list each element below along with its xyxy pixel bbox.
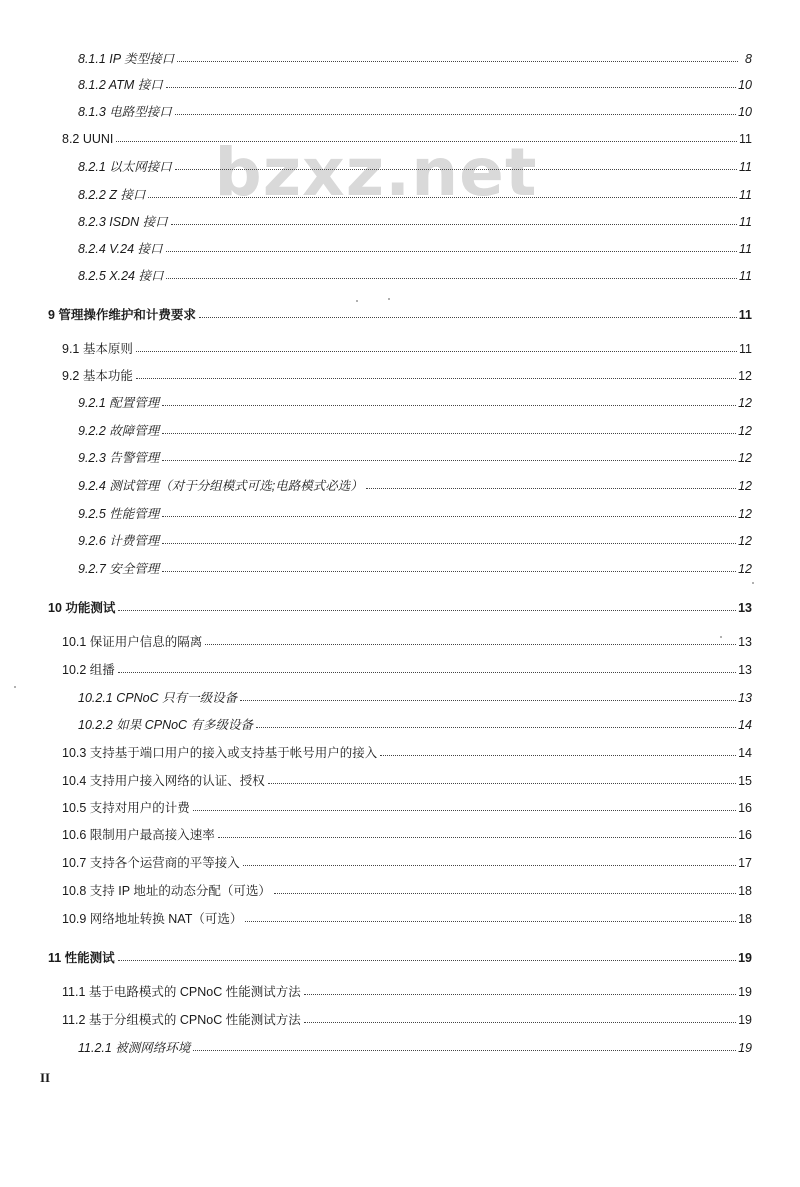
dot-leader bbox=[136, 378, 736, 379]
toc-entry[interactable] bbox=[62, 737, 752, 759]
toc-entry-title: 8.2 UUNI bbox=[62, 131, 114, 146]
toc-entry-title: 9.2.5 性能管理 bbox=[78, 506, 160, 521]
watermark-text: bzxz.net bbox=[214, 134, 538, 211]
toc-entry[interactable] bbox=[62, 333, 752, 355]
toc-entry-page: 13 bbox=[738, 634, 752, 649]
dot-leader bbox=[175, 169, 737, 170]
toc-entry[interactable] bbox=[78, 96, 752, 118]
dot-leader bbox=[240, 700, 736, 701]
toc-entry-page: 12 bbox=[738, 450, 752, 465]
toc-entry-page: 17 bbox=[738, 855, 752, 870]
toc-entry[interactable] bbox=[78, 151, 752, 173]
dot-leader bbox=[162, 571, 736, 572]
toc-entry-page: 8 bbox=[745, 51, 752, 66]
toc-entry-page: 11 bbox=[739, 159, 752, 174]
toc-entry-page: 12 bbox=[738, 395, 752, 410]
toc-entry-page: 11 bbox=[739, 341, 752, 356]
toc-entry-page: 13 bbox=[738, 600, 752, 615]
dot-leader bbox=[118, 960, 736, 961]
dot-leader bbox=[162, 405, 736, 406]
dot-leader bbox=[366, 488, 736, 489]
toc-entry-page: 12 bbox=[738, 423, 752, 438]
toc-entry[interactable] bbox=[62, 360, 752, 382]
toc-entry-page: 11 bbox=[739, 241, 752, 256]
toc-entry[interactable] bbox=[78, 709, 752, 731]
dot-leader bbox=[304, 1022, 736, 1023]
toc-entry-title: 10.1 保证用户信息的隔离 bbox=[62, 634, 203, 649]
toc-entry-page: 11 bbox=[739, 268, 752, 283]
toc-entry-page: 14 bbox=[738, 745, 752, 760]
toc-entry-title: 8.2.4 V.24 接口 bbox=[78, 241, 163, 256]
toc-entry-page: 12 bbox=[738, 478, 752, 493]
toc-entry[interactable] bbox=[78, 206, 752, 228]
toc-entry-page: 18 bbox=[738, 883, 752, 898]
toc-entry-title: 10 功能测试 bbox=[48, 600, 116, 615]
dot-leader bbox=[256, 727, 736, 728]
dot-leader bbox=[304, 994, 736, 995]
toc-entry[interactable] bbox=[62, 875, 752, 897]
toc-entry[interactable] bbox=[78, 682, 752, 704]
dot-leader bbox=[118, 610, 736, 611]
dot-leader bbox=[162, 433, 736, 434]
toc-entry-page: 11 bbox=[739, 131, 752, 146]
dot-leader bbox=[199, 317, 737, 318]
page-number-footer: II bbox=[40, 1070, 51, 1085]
toc-entry-title: 9.2.7 安全管理 bbox=[78, 561, 160, 576]
dot-leader bbox=[148, 197, 737, 198]
toc-entry-page: 12 bbox=[738, 368, 752, 383]
toc-entry-title: 8.2.3 ISDN 接口 bbox=[78, 214, 168, 229]
toc-entry[interactable] bbox=[78, 1032, 752, 1054]
dot-leader bbox=[218, 837, 736, 838]
toc-entry[interactable] bbox=[78, 442, 752, 464]
toc-entry-title: 9.1 基本原则 bbox=[62, 341, 133, 356]
toc-entry[interactable] bbox=[62, 626, 752, 648]
toc-entry-title: 8.2.2 Z 接口 bbox=[78, 187, 146, 202]
toc-entry[interactable] bbox=[62, 847, 752, 869]
toc-entry-page: 13 bbox=[738, 662, 752, 677]
toc-entry-title: 9.2 基本功能 bbox=[62, 368, 133, 383]
toc-entry-page: 19 bbox=[738, 984, 752, 999]
toc-entry-page: 11 bbox=[739, 214, 752, 229]
toc-entry[interactable] bbox=[62, 654, 752, 676]
toc-entry-title: 10.7 支持各个运营商的平等接入 bbox=[62, 855, 240, 870]
dot-leader bbox=[166, 278, 737, 279]
toc-entry[interactable] bbox=[78, 43, 752, 65]
dot-leader bbox=[166, 87, 736, 88]
dot-leader bbox=[268, 783, 736, 784]
toc-entry-title: 9 管理操作维护和计费要求 bbox=[48, 307, 196, 322]
toc-entry[interactable] bbox=[62, 1004, 752, 1026]
toc-entry-page: 18 bbox=[738, 911, 752, 926]
toc-entry-page: 10 bbox=[738, 104, 752, 119]
toc-entry-title: 11 性能测试 bbox=[48, 950, 115, 965]
toc-entry-title: 11.2.1 被测网络环境 bbox=[78, 1040, 191, 1055]
toc-entry-title: 10.4 支持用户接入网络的认证、授权 bbox=[62, 773, 265, 788]
toc-entry-title: 10.2.2 如果 CPNoC 有多级设备 bbox=[78, 717, 254, 732]
toc-entry-page: 10 bbox=[738, 77, 752, 92]
toc-entry[interactable] bbox=[48, 299, 752, 321]
toc-entry-page: 11 bbox=[739, 187, 752, 202]
dot-leader bbox=[166, 251, 737, 252]
dot-leader bbox=[136, 351, 737, 352]
toc-entry[interactable] bbox=[62, 792, 752, 814]
toc-entry[interactable] bbox=[48, 592, 752, 614]
toc-entry-title: 8.2.1 以太网接口 bbox=[78, 159, 172, 174]
toc-entry-page: 16 bbox=[738, 827, 752, 842]
toc-entry-page: 12 bbox=[738, 533, 752, 548]
toc-entry-page: 12 bbox=[738, 506, 752, 521]
toc-entry-title: 10.2.1 CPNoC 只有一级设备 bbox=[78, 690, 238, 705]
toc-entry-page: 13 bbox=[738, 690, 752, 705]
toc-entry-title: 8.1.2 ATM 接口 bbox=[78, 77, 163, 92]
toc-entry[interactable] bbox=[78, 260, 752, 282]
toc-entry[interactable] bbox=[78, 553, 752, 575]
toc-entry-title: 10.6 限制用户最高接入速率 bbox=[62, 827, 215, 842]
toc-entry[interactable] bbox=[78, 69, 752, 91]
toc-entry-page: 12 bbox=[738, 561, 752, 576]
dot-leader bbox=[118, 672, 736, 673]
toc-entry-title: 8.1.1 IP 类型接口 bbox=[78, 51, 175, 66]
toc-entry-page: 19 bbox=[738, 950, 752, 965]
toc-entry[interactable] bbox=[62, 819, 752, 841]
dot-leader bbox=[193, 810, 736, 811]
toc-entry-page: 11 bbox=[738, 307, 752, 322]
toc-entry-title: 9.2.1 配置管理 bbox=[78, 395, 160, 410]
toc-entry-title: 10.3 支持基于端口用户的接入或支持基于帐号用户的接入 bbox=[62, 745, 378, 760]
toc-entry-page: 19 bbox=[738, 1012, 752, 1027]
toc-entry-title: 11.2 基于分组模式的 CPNoC 性能测试方法 bbox=[62, 1012, 301, 1027]
toc-entry-page: 19 bbox=[738, 1040, 752, 1055]
toc-entry-title: 9.2.3 告警管理 bbox=[78, 450, 160, 465]
dot-leader bbox=[116, 141, 737, 142]
dot-leader bbox=[162, 460, 736, 461]
toc-entry[interactable] bbox=[48, 942, 752, 964]
dot-leader bbox=[171, 224, 737, 225]
toc-entry[interactable] bbox=[78, 525, 752, 547]
toc-entry-title: 8.2.5 X.24 接口 bbox=[78, 268, 164, 283]
toc-entry-title: 9.2.4 测试管理（对于分组模式可选;电路模式必选） bbox=[78, 478, 363, 493]
toc-entry-page: 14 bbox=[738, 717, 752, 732]
toc-entry-title: 9.2.6 计费管理 bbox=[78, 533, 160, 548]
toc-entry[interactable] bbox=[62, 123, 752, 145]
toc-entry[interactable] bbox=[78, 233, 752, 255]
toc-entry-title: 10.9 网络地址转换 NAT（可选） bbox=[62, 911, 243, 926]
toc-entry[interactable] bbox=[62, 903, 752, 925]
toc-entry[interactable] bbox=[62, 976, 752, 998]
dot-leader bbox=[162, 516, 736, 517]
dot-leader bbox=[177, 61, 738, 62]
toc-entry[interactable] bbox=[78, 179, 752, 201]
toc-entry-title: 10.2 组播 bbox=[62, 662, 115, 677]
dot-leader bbox=[245, 921, 736, 922]
toc-entry-page: 16 bbox=[738, 800, 752, 815]
dot-leader bbox=[162, 543, 736, 544]
toc-entry[interactable] bbox=[78, 415, 752, 437]
toc-entry[interactable] bbox=[78, 498, 752, 520]
toc-entry-title: 11.1 基于电路模式的 CPNoC 性能测试方法 bbox=[62, 984, 301, 999]
toc-entry-title: 10.5 支持对用户的计费 bbox=[62, 800, 190, 815]
dot-leader bbox=[243, 865, 736, 866]
toc-entry-title: 10.8 支持 IP 地址的动态分配（可选） bbox=[62, 883, 271, 898]
toc-entry[interactable] bbox=[62, 765, 752, 787]
toc-entry-title: 9.2.2 故障管理 bbox=[78, 423, 160, 438]
dot-leader bbox=[193, 1050, 736, 1051]
dot-leader bbox=[380, 755, 736, 756]
toc-entry[interactable] bbox=[78, 387, 752, 409]
dot-leader bbox=[175, 114, 736, 115]
toc-entry-page: 15 bbox=[738, 773, 752, 788]
dot-leader bbox=[205, 644, 736, 645]
toc-entry[interactable] bbox=[78, 470, 752, 492]
toc-entry-title: 8.1.3 电路型接口 bbox=[78, 104, 172, 119]
dot-leader bbox=[274, 893, 736, 894]
